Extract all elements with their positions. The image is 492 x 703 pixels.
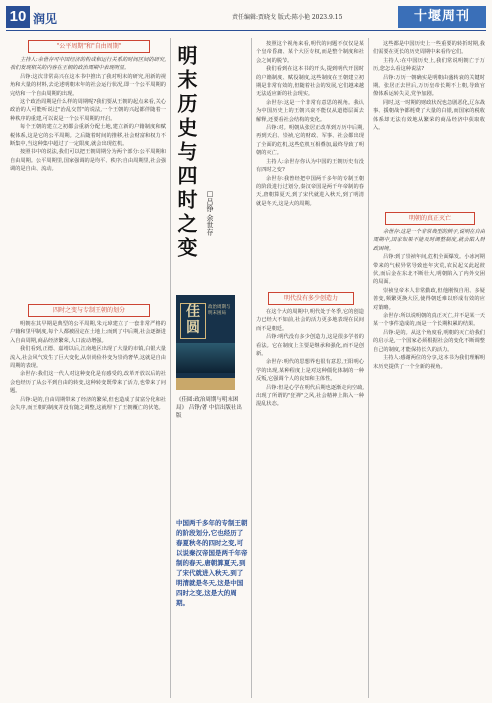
paragraph: 在这个大的周期中,明代处于冬季,它的创造力已经大不如前,社会的活力更多地表现在民间而不是朝廷。 <box>256 309 364 332</box>
paragraph: 吕铮:对。明朝从张居正改革到万历中后期,再到天启、崇祯,它的财政、军事、社会都出现了全面的危机,这些危机互相叠加,最终导致了明朝的灭亡。 <box>256 125 364 157</box>
pull-quote: 中国两千多年的专制王朝的阶段划分,它也经历了春夏秋冬的四时之变,可以说秦汉帝国是两千年帝制的春天,唐朝算夏天,到了宋代就进入秋天,到了明清就是冬天,这是中国四时之变,这是大的周期。 <box>176 519 248 607</box>
newspaper-logo: 十堰周刊 <box>398 6 486 28</box>
article-column-1-bottom <box>10 320 166 698</box>
paragraph: 余世存:明代的思想界也很有意思,王阳明心学的出现,某种程度上是对这种僵化体制的一种反叛,它强调个人的良知和主体性。 <box>256 359 364 383</box>
paragraph: 余世存:所以说明朝的真正灭亡,并不是某一天某一个事件造成的,而是一个长期积累的结果。 <box>373 313 485 328</box>
paragraph: 余世存:这是一个非常典型的例子,说明在自由周期中,国家如果不能及时调整制度,就会陷入财政困境。 <box>373 229 485 252</box>
cover-band <box>176 378 235 390</box>
paragraph: 余世存:这是一个非常有意思的视角。我认为中国历史上的王朝兴衰不能仅从道德层面去解释,还要看社会结构的变化。 <box>256 99 364 123</box>
paragraph: 我们看到在这本书的开头,提到明代开国时的户籍制度、赋役制度,这些制度在王朝建立初期是非常有效的,但随着社会的发展,它们越来越无法适应新的社会现实。 <box>256 66 364 98</box>
paragraph: 按照书中的说法,我们可以把王朝周期分为两个部分:公平周期和自由周期。公平周期里,国家强调的是均平、秩序;自由周期里,社会强调的是自由、流动。 <box>10 149 166 173</box>
page-header <box>0 0 492 34</box>
section-heading: 明代没有多少创造力 <box>268 292 354 305</box>
paragraph: 吕铮:万历一朝确实是明朝由盛转衰的关键时期。张居正去世后,万历皇帝长期不上朝,导致官僚体系运转失灵,党争加剧。 <box>373 74 485 98</box>
header-rule <box>6 30 486 31</box>
book-cover-subtitle: 政治周期与明末困局 <box>208 305 231 316</box>
book-cover-image <box>176 295 235 390</box>
article-column-3-top <box>256 40 364 288</box>
paragraph: 我们看到,正德、嘉靖以后,江南地区出现了大量的市镇,白银大量流入,社会风气发生了巨大变化,从崇尚俭朴变为崇尚奢华,这就是自由周期的表现。 <box>10 346 166 370</box>
paragraph: 主持人:余世存可中国经济的构成和运行关系的时间区间的研究,我们发现相关的内容在王朝的政治周期中表现明显。 <box>10 57 166 72</box>
paragraph: 吕铮:到了崇祯年间,危机全面爆发。小冰河期带来的气候异常导致连年灾荒,农民起义此起彼伏,而后金在东北不断壮大,明朝陷入了内外交困的局面。 <box>373 254 485 286</box>
paragraph: 吕铮:明代没有多少创造力,这是很多学者的看法。它在制度上主要是继承和强化,而不是创新。 <box>256 334 364 358</box>
paragraph: 按照这个视角来看,明代的问题不仅仅是某个皇帝昏庸、某个大臣专权,而是整个制度和社会之间的脱节。 <box>256 41 364 64</box>
column-divider <box>170 38 171 698</box>
article-column-1-top <box>10 56 166 301</box>
article-column-4-top <box>373 40 485 208</box>
book-cover-title: 佳圆 <box>180 303 206 339</box>
paragraph: 同时,这一时期的财政状况也急剧恶化,辽东战事、援朝战争都耗费了大量的白银,而国家的税收体系却无法有效地从繁荣的商品经济中获取收入。 <box>373 99 485 132</box>
paragraph: 余世存:我曾经把中国两千多年的专制王朝的阶段进行过划分,秦汉帝国是两千年帝制的春天,唐朝算夏天,到了宋代就进入秋天,到了明清就是冬天,这是大的周期。 <box>256 175 364 207</box>
paragraph: 主持人:余世存你认为中国的王朝历史有没有四时之变? <box>256 158 364 174</box>
paragraph: 吕铮:这次非常高兴在这本书中推出了我对明末的研究,用新的视角和大量的材料,去论述明朝末年的社会运行状况,即一个公平周期的完结和一个自由周期的出现。 <box>10 73 166 97</box>
section-title: 润见 <box>33 12 58 26</box>
article-author: □吕铮 余世存 <box>206 190 214 236</box>
section-heading: "公平周期"和"自由周期" <box>28 40 150 53</box>
paragraph: 这个政治周期是什么样的周期呢?我们要从王朝的起点来看,关心政治的人可能听说过"治乱交替"的说法,一个王朝的兴起都伴随着一种秩序的重建,可以说是一个公平周期的开启。 <box>10 99 166 122</box>
article-column-3-bottom <box>256 308 364 698</box>
paragraph: 吕铮:是的。从这个角度看,明朝的灭亡给我们的启示是,一个国家必须根据社会的变化不断调整自己的制度,才能保持长久的活力。 <box>373 329 485 353</box>
paragraph: 这些都是中国历史上一些重要的转折时期,我们需要在更长的历史周期中来看待它们。 <box>373 41 485 56</box>
paragraph: 吕铮:但是心学在明代后期也逐渐走向空疏,出现了所谓的"狂禅"之风,社会精神上陷入一种混乱状态。 <box>256 384 364 408</box>
cover-landscape <box>176 343 235 373</box>
paragraph: 主持人:感谢两位的分享,这本书为我们理解明末历史提供了一个全新的视角。 <box>373 355 485 370</box>
section-heading: 四时之变与专制王朝的划分 <box>28 304 150 317</box>
paragraph: 每个王朝的建立之初都会重新分配土地,建立新的户籍制度和赋税体系,这是它的公平周期。之后随着时间的推移,社会财富和权力不断集中,当这种集中超过了一定限度,就会出现危机。 <box>10 124 166 148</box>
section-heading: 明朝的真正灭亡 <box>385 212 475 225</box>
article-column-4-bottom <box>373 228 485 698</box>
page-number: 10 <box>6 6 30 28</box>
paragraph: 崇祯皇帝本人非常勤政,但他刚愎自用、多疑善变,频繁更换大臣,使得朝廷难以形成有效的应对策略。 <box>373 287 485 311</box>
column-divider <box>368 38 369 698</box>
paragraph: 吕铮:是的,自由周期带来了经济的繁荣,但也造成了贫富分化和社会失序,而王朝的制度并没有随之调整,这就埋下了王朝覆亡的伏笔。 <box>10 396 166 412</box>
paragraph: 主持人:在中国历史上,我们常说明朝亡于万历,您怎么看这种说法? <box>373 57 485 73</box>
article-title: 明末历史与四时之变 <box>174 45 198 261</box>
book-caption: 《佳圆:政治周期与明末困局》 吕铮/著 中信出版社出版 <box>176 397 242 419</box>
paragraph: 明朝在其早期是典型的公平周期,朱元璋建立了一套非常严格的户籍和里甲制度,每个人都被固定在土地上;而到了中后期,社会逐渐进入自由周期,商品经济繁荣,人口流动增强。 <box>10 321 166 344</box>
paragraph: 余世存:我们这一代人对这种变化是有感受的,改革开放以后的社会也经历了从公平到自由的转变,这种转变既带来了活力,也带来了问题。 <box>10 371 166 395</box>
editor-credits: 责任编辑:贾晓戈 版式:陈小艳 2023.9.15 <box>232 14 343 21</box>
column-divider <box>251 38 252 698</box>
